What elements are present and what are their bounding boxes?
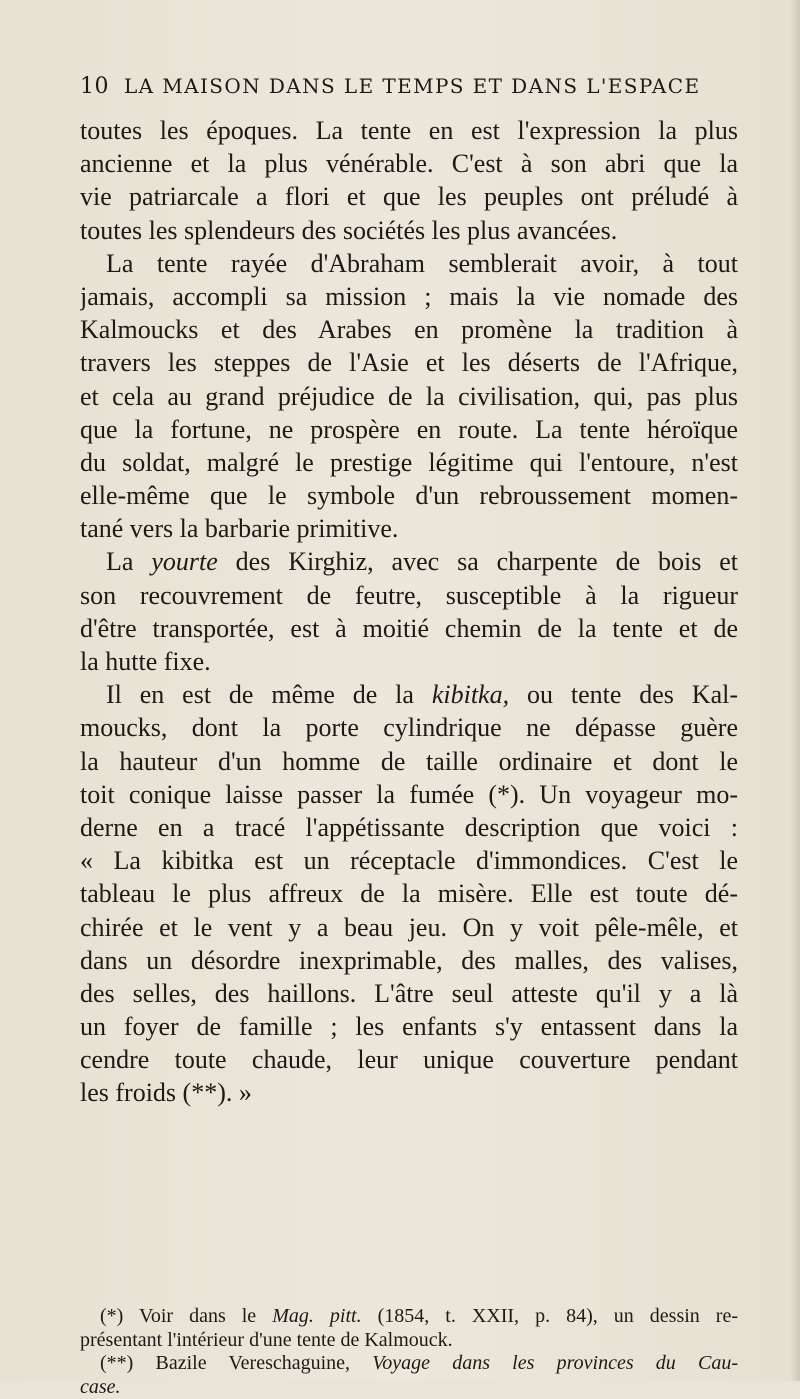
text-line bbox=[80, 446, 738, 479]
text-line bbox=[80, 1010, 738, 1043]
text-segment: chirée et le vent y a beau jeu. On y voit pêle-mêle, et bbox=[80, 912, 738, 942]
text-segment: travers les steppes de l'Asie et les déserts de l'Afrique, bbox=[80, 348, 738, 378]
text-line bbox=[80, 844, 738, 877]
running-title: LA MAISON DANS LE TEMPS ET DANS L'ESPACE bbox=[124, 74, 701, 98]
text-segment: la hutte fixe. bbox=[80, 647, 211, 676]
text-segment: du soldat, malgré le prestige légitime qui l'entoure, n'est bbox=[80, 447, 738, 477]
text-line bbox=[80, 413, 738, 446]
text-segment: des selles, des haillons. L'âtre seul atteste qu'il y a là bbox=[80, 978, 738, 1008]
running-header bbox=[80, 74, 740, 106]
text-segment: La bbox=[106, 547, 152, 577]
text-segment: toutes les époques. La tente en est l'expression la plus bbox=[80, 116, 738, 145]
text-segment: son recouvrement de feutre, susceptible à la rigueur bbox=[80, 580, 738, 610]
text-segment: toutes les splendeurs des sociétés les plus avancées. bbox=[80, 215, 618, 245]
text-segment: que la fortune, ne prospère en route. La tente héroïque bbox=[80, 414, 738, 444]
text-segment: ancienne et la plus vénérable. C'est à son abri que la bbox=[80, 149, 738, 179]
footnotes bbox=[80, 1305, 738, 1399]
text-segment: et cela au grand préjudice de la civilisation, qui, pas plus bbox=[80, 381, 738, 411]
footnote-line bbox=[80, 1352, 738, 1376]
text-segment: des Kirghiz, avec sa charpente de bois et bbox=[217, 547, 738, 577]
text-segment: tableau le plus affreux de la misère. Elle est toute dé- bbox=[80, 879, 738, 909]
text-segment: (1854, t. XXII, p. 84), un dessin re- bbox=[361, 1305, 738, 1327]
text-segment: moucks, dont la porte cylindrique ne dépasse guère bbox=[80, 713, 738, 743]
text-segment: tané vers la barbarie primitive. bbox=[80, 514, 399, 544]
text-line bbox=[80, 977, 738, 1010]
text-line bbox=[80, 1076, 738, 1109]
text-segment: ou tente des Kal- bbox=[509, 680, 738, 710]
footnote-line bbox=[80, 1376, 738, 1399]
text-line bbox=[80, 1043, 738, 1076]
text-line bbox=[80, 346, 738, 379]
text-line bbox=[80, 877, 738, 910]
text-line bbox=[80, 612, 738, 645]
italic-text: case. bbox=[80, 1375, 121, 1398]
text-line bbox=[80, 147, 738, 180]
text-line bbox=[80, 479, 738, 512]
text-line bbox=[80, 944, 738, 977]
text-segment: toit conique laisse passer la fumée (*). Un voyageur mo- bbox=[80, 779, 738, 809]
text-segment: Kalmoucks et des Arabes en promène la tradition à bbox=[80, 315, 738, 345]
text-segment: la hauteur d'un homme de taille ordinaire et dont le bbox=[80, 746, 738, 776]
text-segment: dans un désordre inexprimable, des malles, des valises, bbox=[80, 945, 738, 975]
text-line bbox=[80, 579, 738, 612]
text-line bbox=[80, 247, 738, 280]
text-segment: un foyer de famille ; les enfants s'y entassent dans la bbox=[80, 1012, 738, 1042]
text-segment: (**) Bazile Vereschaguine, bbox=[100, 1352, 373, 1375]
text-segment: vie patriarcale a flori et que les peuples ont préludé à bbox=[80, 182, 738, 212]
text-segment: les froids (**). » bbox=[80, 1078, 252, 1108]
italic-text: Voyage dans les provinces du Cau- bbox=[372, 1352, 738, 1375]
page-number: 10 bbox=[80, 74, 109, 99]
footnote-line bbox=[80, 1329, 738, 1353]
text-line bbox=[80, 811, 738, 844]
text-segment: « La kibitka est un réceptacle d'immondices. C'est le bbox=[80, 846, 738, 876]
text-segment: jamais, accompli sa mission ; mais la vie nomade des bbox=[80, 281, 738, 311]
text-segment: d'être transportée, est à moitié chemin de la tente et de bbox=[80, 613, 738, 643]
text-line bbox=[80, 678, 738, 711]
text-segment: derne en a tracé l'appétissante description que voici : bbox=[80, 812, 738, 842]
text-line bbox=[80, 512, 738, 545]
text-line bbox=[80, 214, 738, 247]
italic-text: kibitka, bbox=[431, 680, 510, 710]
text-line bbox=[80, 114, 738, 147]
page-edge-shadow bbox=[790, 0, 800, 1381]
text-segment: Il en est de même de la bbox=[106, 680, 432, 710]
text-line bbox=[80, 180, 738, 213]
body-text bbox=[80, 114, 738, 1110]
text-line bbox=[80, 911, 738, 944]
footnote-line bbox=[80, 1305, 738, 1329]
italic-text: yourte bbox=[151, 547, 218, 577]
text-segment: cendre toute chaude, leur unique couverture pendant bbox=[80, 1045, 738, 1075]
text-line bbox=[80, 380, 738, 413]
text-line bbox=[80, 711, 738, 744]
text-segment: elle-même que le symbole d'un rebroussement momen- bbox=[80, 481, 738, 511]
text-segment: (*) Voir dans le bbox=[100, 1305, 273, 1327]
text-line bbox=[80, 778, 738, 811]
text-line bbox=[80, 313, 738, 346]
text-line bbox=[80, 280, 738, 313]
text-segment: La tente rayée d'Abraham semblerait avoir, à tout bbox=[106, 248, 738, 278]
text-line bbox=[80, 645, 738, 678]
text-segment: présentant l'intérieur d'une tente de Kalmouck. bbox=[80, 1328, 453, 1351]
text-line bbox=[80, 745, 738, 778]
text-line bbox=[80, 545, 738, 578]
italic-text: Mag. pitt. bbox=[272, 1305, 362, 1327]
